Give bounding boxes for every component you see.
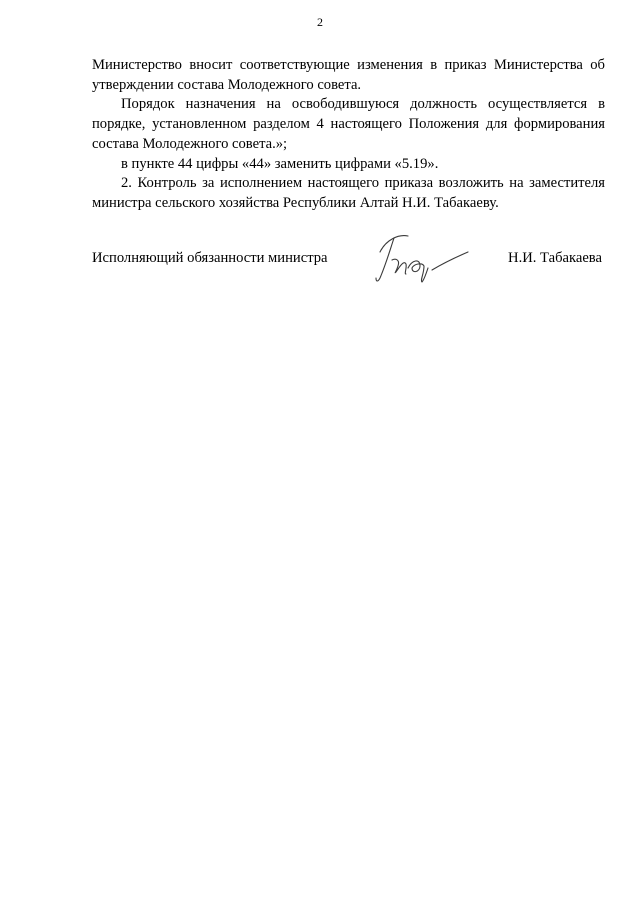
- paragraph-1: Министерство вносит соответствующие изменения в приказ Министерства об утверждении состава Молодежного совета.: [92, 57, 605, 93]
- signature-block: [92, 238, 605, 298]
- signatory-name: Н.И. Табакаева: [508, 250, 602, 266]
- document-body: [92, 56, 605, 214]
- signature-icon: [368, 230, 478, 288]
- page-number: 2: [317, 15, 323, 29]
- paragraph-3: в пункте 44 цифры «44» заменить цифрами «5.19».: [121, 155, 439, 172]
- paragraph-2: Порядок назначения на освободившуюся должность осуществляется в порядке, установленном разделом 4 настоящего Положения для формирования состава Молодежного совета.»;: [92, 96, 605, 152]
- signatory-position: Исполняющий обязанности министра: [92, 250, 328, 266]
- paragraph-4: 2. Контроль за исполнением настоящего приказа возложить на заместителя министра сельского хозяйства Республики Алтай Н.И. Табакаеву.: [92, 175, 605, 211]
